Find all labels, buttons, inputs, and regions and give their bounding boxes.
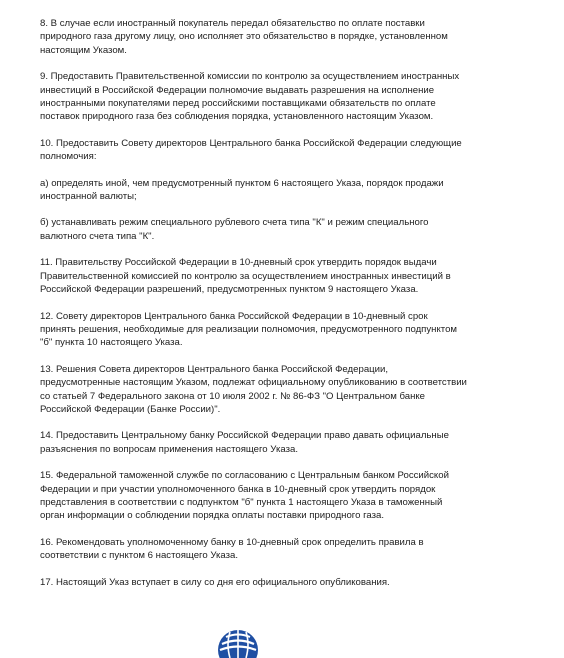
paragraph-line: 17. Настоящий Указ вступает в силу со дня его официального опубликования. bbox=[40, 576, 390, 588]
paragraph-p13 bbox=[40, 363, 540, 417]
paragraph-line: 8. В случае если иностранный покупатель передал обязательство по оплате поставки bbox=[40, 18, 425, 29]
paragraph-line: иностранной валюты; bbox=[40, 191, 137, 203]
paragraph-line: 14. Предоставить Центральному банку Российской Федерации право давать официальные bbox=[40, 430, 449, 442]
paragraph-line: поставок природного газа без соблюдения порядка, установленного настоящим Указом. bbox=[40, 111, 434, 123]
paragraph-line: 15. Федеральной таможенной службе по согласованию с Центральным банком Российской bbox=[40, 470, 449, 482]
paragraph-line: предусмотренные настоящим Указом, подлежат официальному опубликованию в соответствии bbox=[40, 377, 467, 389]
paragraph-line: природного газа другому лицу, оно исполняет это обязательство в порядке, установленном bbox=[40, 31, 448, 43]
paragraph-line: принять решения, необходимые для реализации полномочия, предусмотренного подпунктом bbox=[40, 323, 457, 335]
paragraph-line: 13. Решения Совета директоров Центрального банка Российской Федерации, bbox=[40, 363, 389, 375]
paragraph-line: б) устанавливать режим специального рублевого счета типа "К" и режим специального bbox=[40, 217, 429, 229]
paragraph-line: Правительственной комиссией по контролю за осуществлением иностранных инвестиций в bbox=[40, 270, 451, 282]
paragraph-line: 10. Предоставить Совету директоров Центрального банка Российской Федерации следующие bbox=[40, 137, 462, 149]
paragraph-line: орган информации о соблюдении порядка оплаты поставки природного газа. bbox=[40, 510, 385, 522]
paragraph-line: полномочия: bbox=[40, 151, 97, 163]
paragraph-p11 bbox=[40, 256, 540, 296]
document-body bbox=[40, 17, 540, 602]
paragraph-line: разъяснения по вопросам применения настоящего Указа. bbox=[40, 443, 298, 455]
paragraph-line: 9. Предоставить Правительственной комиссии по контролю за осуществлением иностранных bbox=[40, 71, 460, 83]
paragraph-line: Российской Федерации разрешений, предусмотренных пунктом 9 настоящего Указа. bbox=[40, 284, 419, 296]
paragraph-line: "б" пункта 10 настоящего Указа. bbox=[40, 337, 183, 349]
paragraph-line: инвестиций в Российской Федерации полномочие выдавать разрешения на исполнение bbox=[40, 84, 435, 96]
paragraph-line: иностранными покупателями перед российскими поставщиками обязательств по оплате bbox=[40, 98, 436, 110]
paragraph-line: а) определять иной, чем предусмотренный пунктом 6 настоящего Указа, порядок продажи bbox=[40, 177, 444, 189]
paragraph-line: 12. Совету директоров Центрального банка Российской Федерации в 10-дневный срок bbox=[40, 310, 428, 322]
paragraph-line: Российской Федерации (Банке России)". bbox=[40, 403, 221, 415]
paragraph-p10b bbox=[40, 216, 540, 243]
paragraph-line: соответствии с пунктом 6 настоящего Указа. bbox=[40, 550, 239, 562]
globe-logo-icon bbox=[216, 628, 260, 658]
paragraph-line: со статьей 7 Федерального закона от 10 июля 2002 г. № 86-ФЗ "О Центральном банке bbox=[40, 390, 426, 402]
paragraph-line: представления в соответствии с подпунктом "б" пункта 1 настоящего Указа в таможенный bbox=[40, 496, 443, 508]
paragraph-p16 bbox=[40, 536, 540, 563]
paragraph-line: 16. Рекомендовать уполномоченному банку в 10-дневный срок определить правила в bbox=[40, 536, 424, 548]
paragraph-p8 bbox=[40, 17, 540, 57]
paragraph-p12 bbox=[40, 310, 540, 350]
paragraph-p10 bbox=[40, 137, 540, 164]
paragraph-p15 bbox=[40, 469, 540, 523]
paragraph-p17 bbox=[40, 576, 540, 589]
paragraph-p10a bbox=[40, 177, 540, 204]
paragraph-line: настоящим Указом. bbox=[40, 44, 127, 56]
paragraph-p14 bbox=[40, 429, 540, 456]
paragraph-line: 11. Правительству Российской Федерации в 10-дневный срок утвердить порядок выдачи bbox=[40, 257, 437, 269]
paragraph-p9 bbox=[40, 70, 540, 124]
paragraph-line: валютного счета типа "К". bbox=[40, 230, 155, 242]
paragraph-line: Федерации и при участии уполномоченного банка в 10-дневный срок утвердить порядок bbox=[40, 483, 436, 495]
